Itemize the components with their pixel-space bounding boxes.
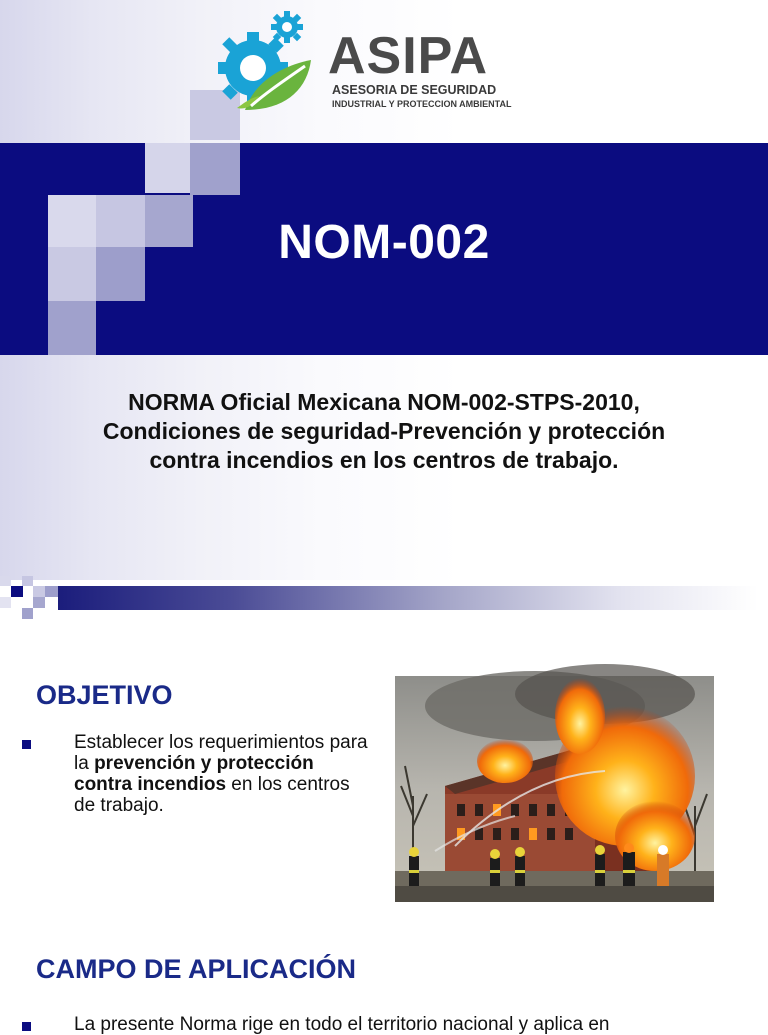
logo-tagline-2: INDUSTRIAL Y PROTECCION AMBIENTAL [332,99,512,109]
objetivo-text-bold: prevención y protección contra incendios [74,753,314,795]
objetivo-heading: OBJETIVO [36,680,173,710]
objetivo-text-part2: en los centros de trabajo. [74,774,350,816]
objetivo-text [74,732,374,816]
objetivo-text-part1: Establecer los requerimientos para la [74,732,368,774]
bullet-square-icon [22,1022,31,1031]
slide-subtitle: NORMA Oficial Mexicana NOM-002-STPS-2010, Condiciones de seguridad-Prevención y protección contra incendios en los centros de trabajo. [102,389,666,473]
gear-leaf-icon [215,10,315,115]
campo-heading: CAMPO DE APLICACIÓN [36,954,357,984]
logo-tagline-1: ASESORIA DE SEGURIDAD [332,83,497,97]
slide-title: NOM-002 [278,216,490,269]
bullet-square-icon [22,740,31,749]
asipa-logo [215,10,535,115]
objective-slide [0,650,768,1035]
burning-building-photo [395,676,714,902]
logo-brand: ASIPA [328,27,489,85]
campo-text: La presente Norma rige en todo el territorio nacional y aplica en [74,1014,610,1035]
footer-gradient-bar [58,586,758,610]
